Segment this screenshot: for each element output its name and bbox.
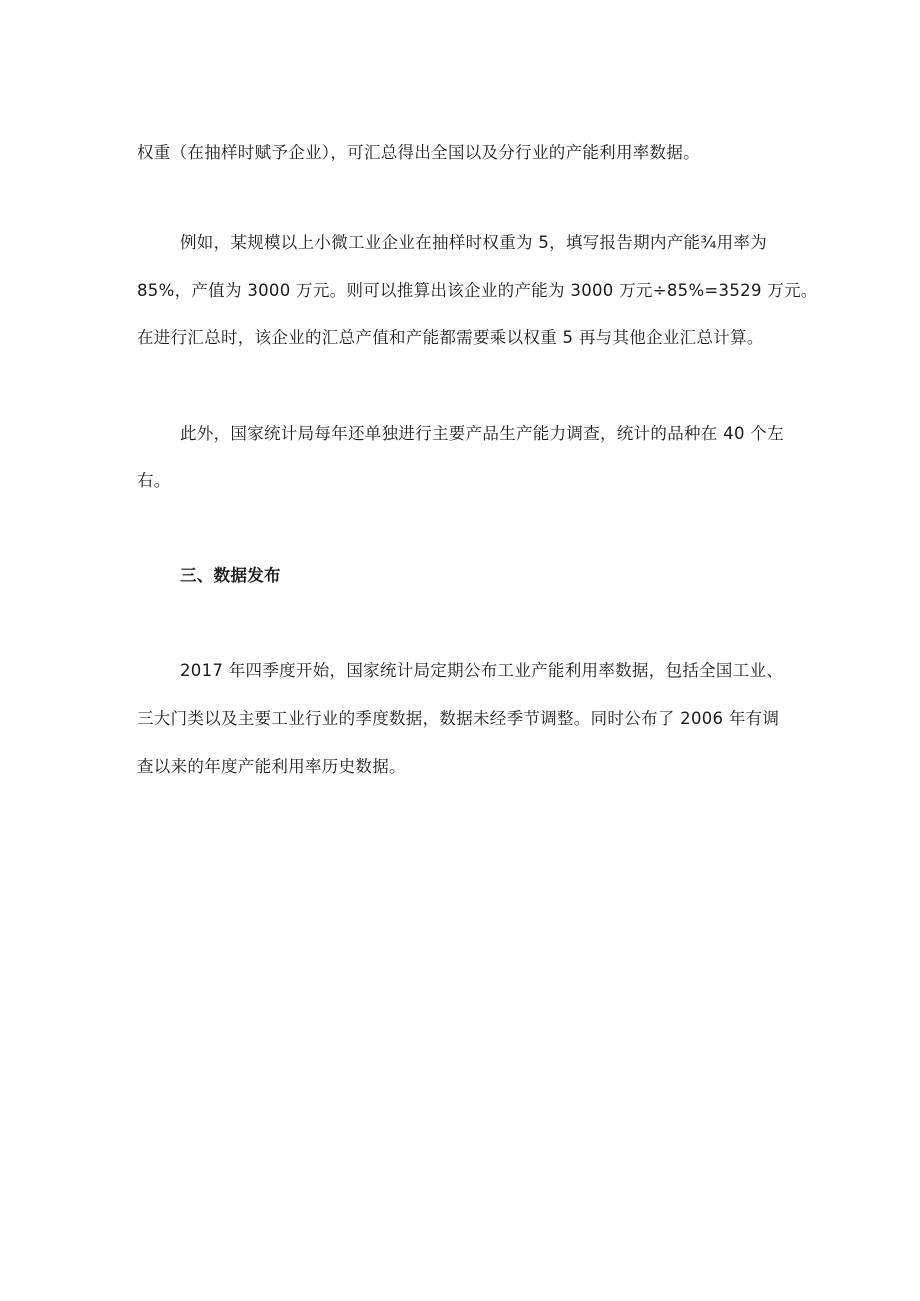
- paragraph-4-line-1: 2017 年四季度开始，国家统计局定期公布工业产能利用率数据，包括全国工业、: [180, 661, 784, 680]
- paragraph-3-line-2: 右。: [137, 471, 171, 490]
- paragraph-4-line-2: 三大门类以及主要工业行业的季度数据，数据未经季节调整。同时公布了 2006 年有调: [137, 709, 780, 728]
- paragraph-3-line-1: 此外，国家统计局每年还单独进行主要产品生产能力调查，统计的品种在 40 个左: [180, 424, 784, 443]
- paragraph-4-line-3: 查以来的年度产能利用率历史数据。: [137, 757, 406, 776]
- paragraph-1-line-1: 权重（在抽样时赋予企业），可汇总得出全国以及分行业的产能利用率数据。: [137, 143, 700, 162]
- paragraph-2-line-1: 例如，某规模以上小微工业企业在抽样时权重为 5，填写报告期内产能¾用率为: [180, 233, 768, 252]
- paragraph-2-line-2: 85%，产值为 3000 万元。则可以推算出该企业的产能为 3000 万元÷85%=3529 万元。: [137, 281, 818, 300]
- paragraph-2-line-3: 在进行汇总时，该企业的汇总产值和产能都需要乘以权重 5 再与其他企业汇总计算。: [137, 328, 764, 347]
- section-heading: 三、数据发布: [180, 566, 281, 585]
